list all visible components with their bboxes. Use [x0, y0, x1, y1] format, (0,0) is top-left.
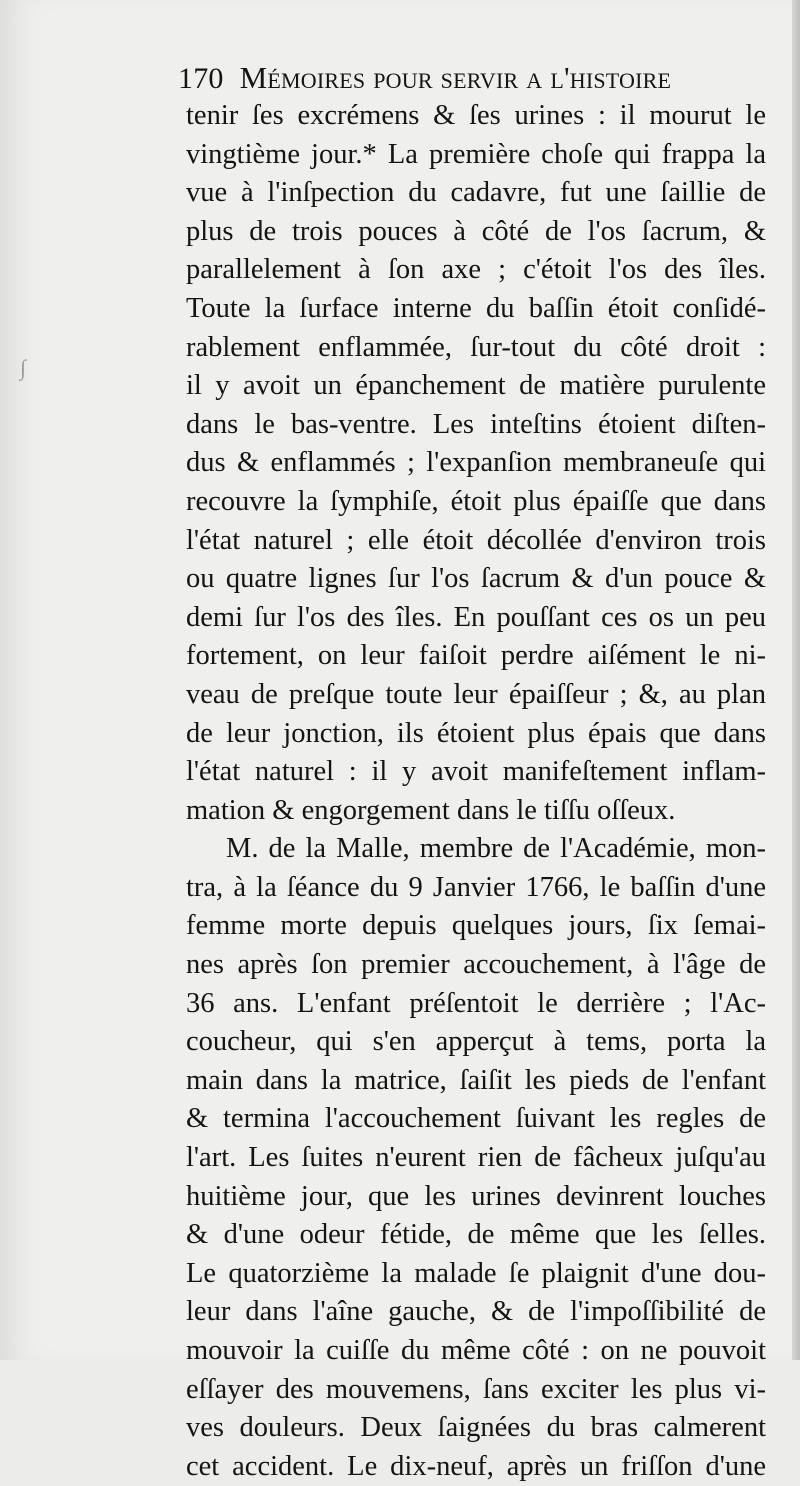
text-line: main dans la matrice, ſaiſit les pieds de l'enfant: [186, 1064, 766, 1096]
text-line: tra, à la ſéance du 9 Janvier 1766, le baſſin d'une: [186, 871, 766, 903]
text-line: cet accident. Le dix-neuf, après un friſſon d'une: [186, 1450, 766, 1482]
text-line: l'état naturel ; elle étoit décollée d'environ trois: [186, 524, 766, 556]
text-line: M. de la Malle, membre de l'Académie, mon-: [226, 833, 766, 865]
text-line: huitième jour, que les urines devinrent louches: [186, 1180, 766, 1212]
text-line: dus & enflammés ; l'expanſion membraneuſe qui: [186, 447, 766, 479]
text-line: Toute la ſurface interne du baſſin étoit conſidé-: [186, 292, 766, 324]
text-line: Le quatorzième la malade ſe plaignit d'une dou-: [186, 1257, 766, 1289]
text-line: coucheur, qui s'en apperçut à tems, porta la: [186, 1026, 766, 1058]
text-line: mouvoir la cuiſſe du même côté : on ne pouvoit: [186, 1335, 766, 1366]
text-line: parallelement à ſon axe ; c'étoit l'os des îles.: [186, 254, 766, 286]
page-number: 170: [178, 62, 224, 95]
text-line: 36 ans. L'enfant préſentoit le derrière ; l'Ac-: [186, 987, 766, 1019]
text-line: vue à l'inſpection du cadavre, fut une ſaillie de: [186, 177, 766, 209]
text-line: recouvre la ſymphiſe, étoit plus épaiſſe que dans: [186, 485, 766, 517]
text-line: fortement, on leur faiſoit perdre aiſément le ni-: [186, 640, 766, 672]
text-line: rablement enflammée, ſur-tout du côté droit :: [186, 331, 766, 363]
text-line: dans le bas-ventre. Les inteſtins étoient diſten-: [186, 408, 766, 440]
text-line: de leur jonction, ils étoient plus épais que dans: [186, 717, 766, 749]
text-line: nes après ſon premier accouchement, à l'âge de: [186, 949, 766, 981]
body-text: [186, 97, 766, 1486]
running-title: Mémoires pour servir a l'histoire: [239, 60, 672, 95]
text-line: demi ſur l'os des îles. En pouſſant ces os un peu: [186, 601, 766, 633]
text-line: eſſayer des mouvemens, ſans exciter les plus vi-: [186, 1373, 766, 1405]
running-head: [178, 60, 738, 96]
text-line: ou quatre lignes ſur l'os ſacrum & d'un pouce &: [186, 563, 766, 595]
page-edge: [792, 0, 800, 1360]
text-line: plus de trois pouces à côté de l'os ſacrum, &: [186, 215, 766, 247]
text-line: il y avoit un épanchement de matière purulente: [186, 370, 766, 402]
text-line: & d'une odeur fétide, de même que les ſelles.: [186, 1219, 766, 1251]
text-line: tenir ſes excrémens & ſes urines : il mourut le: [186, 100, 766, 131]
margin-mark: ∫: [20, 355, 27, 380]
text-line: ves douleurs. Deux ſaignées du bras calmerent: [186, 1412, 766, 1444]
text-line: femme morte depuis quelques jours, ſix ſemai-: [186, 910, 766, 942]
text-line: l'état naturel : il y avoit manifeſtement inflam-: [186, 756, 766, 788]
text-line: vingtième jour.* La première choſe qui frappa la: [186, 138, 766, 170]
text-line: leur dans l'aîne gauche, & de l'impoſſibilité de: [186, 1296, 766, 1328]
text-line: l'art. Les ſuites n'eurent rien de fâcheux juſqu'au: [186, 1142, 766, 1174]
text-line: & termina l'accouchement ſuivant les regles de: [186, 1103, 766, 1135]
text-line: mation & engorgement dans le tiſſu oſſeux.: [186, 794, 676, 826]
text-line: veau de preſque toute leur épaiſſeur ; &, au plan: [186, 678, 766, 710]
